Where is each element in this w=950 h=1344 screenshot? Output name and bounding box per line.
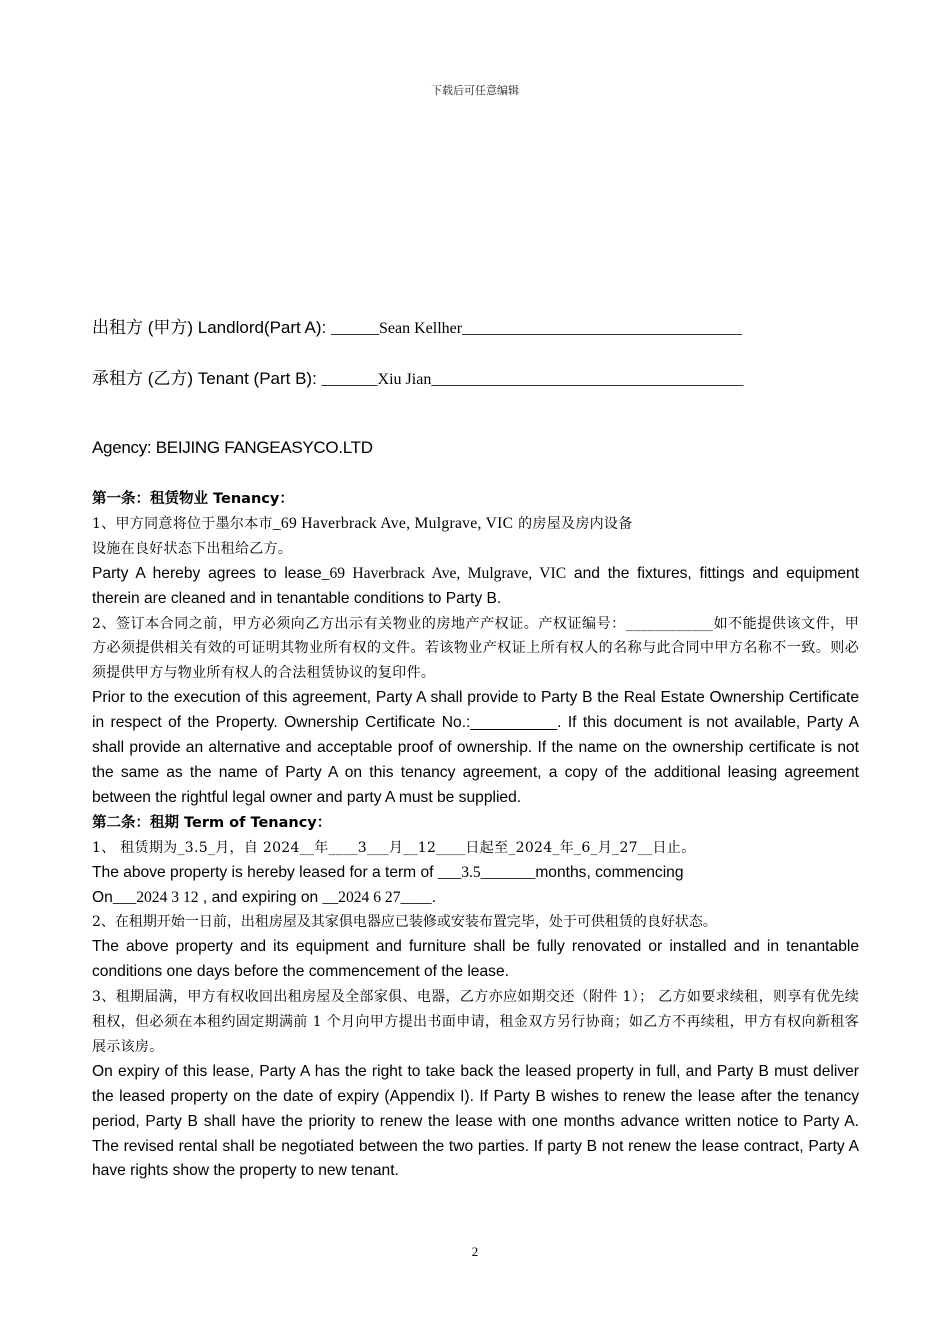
landlord-line <box>92 313 852 338</box>
article2-clause2-en: The above property and its equipment and furniture shall be fully renovated or installed and in tenantable conditions one days before the commencement of the lease. <box>92 938 859 981</box>
text: . <box>431 888 437 906</box>
text: months, commencing <box>535 863 684 881</box>
agency-line: Agency: BEIJING FANGEASYCO.LTD <box>92 438 373 457</box>
text: 2、签订本合同之前，甲方必须向乙方出示有关物业的房地产产权证。产权证编号： <box>92 615 626 632</box>
certificate-blank: __________. <box>470 714 562 732</box>
text: , and expiring on <box>198 888 323 906</box>
tenant-name: Xiu Jian <box>377 371 432 388</box>
article2-clause1-en <box>92 861 859 911</box>
tenant-label: 承租方 (乙方) Tenant (Part B): <box>92 369 322 388</box>
header-note: 下载后可任意编辑 <box>431 84 519 97</box>
article1-clause2-en <box>92 686 859 811</box>
term-value: ___3.5_______ <box>437 863 536 881</box>
tenant-post-blank: _______________________________________ <box>431 371 744 388</box>
landlord-name: Sean Kellher <box>379 320 463 337</box>
article2-heading: 第二条：租期 Term of Tenancy： <box>92 814 332 831</box>
text: The above property is hereby leased for a term of <box>92 863 438 881</box>
tenant-line <box>92 364 852 389</box>
address: _69 Haverbrack Ave, Mulgrave, VIC <box>321 564 567 582</box>
landlord-label: 出租方 (甲方) Landlord(Part A): <box>92 318 332 337</box>
text: Prior to the execution of this agreement, Party A shall provide to Party B the Real Estate Ownership Certificate in respect of the Property. Ownership Certificate No.: <box>92 689 859 732</box>
article1-heading: 第一条：租赁物业 Tenancy： <box>92 491 294 507</box>
text: 的房屋及房内设备 <box>513 515 633 532</box>
article1-clause2-zh <box>92 612 859 687</box>
page-number: 2 <box>471 1244 479 1259</box>
contract-body <box>92 487 859 1184</box>
text: If this document is not available, Party A shall provide an alternative and acceptable proof of ownership. If the name on the ownership certificate is not the same as the name of Party A on this tenancy agreement, a copy of the additional leasing agreement between the rightful legal owner and party A must be supplied. <box>92 714 859 806</box>
text: Party A hereby agrees to lease <box>92 564 322 582</box>
landlord-pre-blank: ______ <box>331 320 380 337</box>
article2-clause1-zh: 1、 租赁期为_3.5_月，自 2024__年____3___月__12____日起至_2024_年_6_月_27__日止。 <box>92 839 696 856</box>
text: 设施在良好状态下出租给乙方。 <box>92 540 293 557</box>
tenant-pre-blank: _______ <box>321 371 378 388</box>
start-date: ___2024 3 12 <box>112 888 199 906</box>
landlord-post-blank: ___________________________________ <box>462 320 743 337</box>
end-date: __2024 6 27____ <box>322 888 432 906</box>
article2-clause2-zh: 2、在租期开始一日前，出租房屋及其家俱电器应已装修或安装布置完毕，处于可供租赁的良好状态。 <box>92 914 717 931</box>
article1-clause1-en <box>92 562 859 612</box>
text: 如不能提供该文件，甲方必须提供相关有效的可证明其物业所有权的文件。若该物业产权证上所有权人的名称与此合同中甲方名称不一致。则必须提供甲方与物业所有权人的合法租赁协议的复印件。 <box>92 615 859 682</box>
certificate-blank: ____________ <box>625 615 714 632</box>
address: _69 Haverbrack Ave, Mulgrave, VIC <box>272 514 514 532</box>
text: and the fixtures, fittings and equipment therein are cleaned and in tenantable conditions to Party B. <box>92 564 859 607</box>
article2-clause3-en: On expiry of this lease, Party A has the right to take back the leased property in full, and Party B must deliver the leased property on the date of expiry (Appendix I). If Party B wishes to renew the lease after the tenancy period, Party B shall have the priority to renew the lease with one months advance written notice to Party A. The revised rental shall be negotiated between the two parties. If party B not renew the lease contract, Party A have rights show the property to new tenant. <box>92 1062 859 1180</box>
text: 1、甲方同意将位于墨尔本市 <box>92 515 273 532</box>
article2-clause3-zh: 3、租期届满，甲方有权收回出租房屋及全部家俱、电器，乙方亦应如期交还（附件 1）； 乙方如要求续租，则享有优先续租权，但必须在本租约固定期满前 1 个月向甲方提出书面申请，租金双方另行协商；如乙方不再续租，甲方有权向新租客展示该房。 <box>92 989 859 1055</box>
text: On <box>92 888 113 906</box>
article1-clause1-zh <box>92 512 859 562</box>
